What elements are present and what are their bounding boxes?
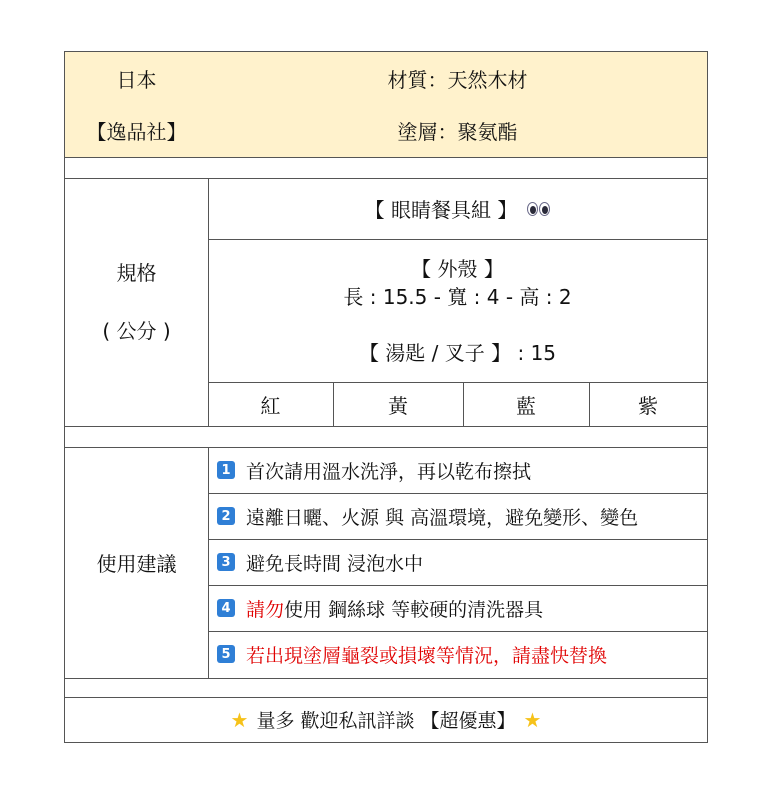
spec-label-cell — [65, 178, 208, 426]
footer-promo — [65, 697, 707, 742]
usage-tip — [208, 447, 707, 493]
usage-tip — [208, 631, 707, 677]
divider — [65, 426, 707, 427]
utensil-dimensions: 【 湯匙 / 叉子 】 : 15 — [358, 340, 557, 365]
usage-label: 使用建議 — [96, 552, 177, 576]
number-badge-icon: 2 — [217, 507, 235, 525]
product-title: 【 眼睛餐具組 】 — [364, 198, 518, 222]
spec-label: 規格 — [116, 261, 157, 285]
footer-text: 量多 歡迎私訊詳談 【超優惠】 — [256, 710, 516, 732]
number-badge-icon: 4 — [217, 599, 235, 617]
usage-tip-text: 若出現塗層龜裂或損壞等情況，請盡快替換 — [246, 644, 608, 667]
usage-tip-text: 使用 鋼絲球 等較硬的清洗器具 — [284, 598, 544, 621]
color-option-purple: 紫 — [638, 393, 658, 418]
color-option-blue: 藍 — [516, 393, 536, 418]
product-info-table — [64, 51, 708, 743]
star-icon: ★ — [523, 707, 542, 732]
usage-tip — [208, 493, 707, 539]
material-text: 材質：天然木材 — [387, 68, 528, 92]
usage-tip-text: 首次請用溫水洗淨，再以乾布擦拭 — [246, 460, 532, 483]
color-option-yellow: 黃 — [388, 393, 408, 418]
divider — [65, 678, 707, 679]
header-material-cell — [208, 52, 707, 157]
product-title-cell — [208, 178, 707, 239]
usage-tip-text: 遠離日曬、火源 與 高溫環境，避免變形、變色 — [246, 506, 639, 529]
brand-text: 【逸品社】 — [86, 120, 187, 144]
usage-tip-text: 避免長時間 浸泡水中 — [246, 552, 424, 575]
spec-unit-label: ( 公分 ) — [102, 319, 171, 343]
origin-text: 日本 — [116, 68, 157, 92]
color-option-red: 紅 — [260, 393, 281, 418]
shell-title: 【 外殼 】 — [411, 256, 504, 281]
eyes-icon — [527, 202, 550, 216]
header-origin-cell — [65, 52, 208, 157]
number-badge-icon: 1 — [217, 461, 235, 479]
usage-tip — [208, 585, 707, 631]
dimensions-cell — [208, 239, 707, 382]
usage-tip — [208, 539, 707, 585]
star-icon: ★ — [230, 707, 249, 732]
shell-dimensions: 長 : 15.5 - 寬 : 4 - 高 : 2 — [343, 284, 572, 309]
number-badge-icon: 5 — [217, 645, 235, 663]
usage-warning-text: 請勿 — [246, 598, 285, 621]
divider — [65, 157, 707, 158]
number-badge-icon: 3 — [217, 553, 235, 571]
coating-text: 塗層：聚氨酯 — [397, 120, 518, 144]
